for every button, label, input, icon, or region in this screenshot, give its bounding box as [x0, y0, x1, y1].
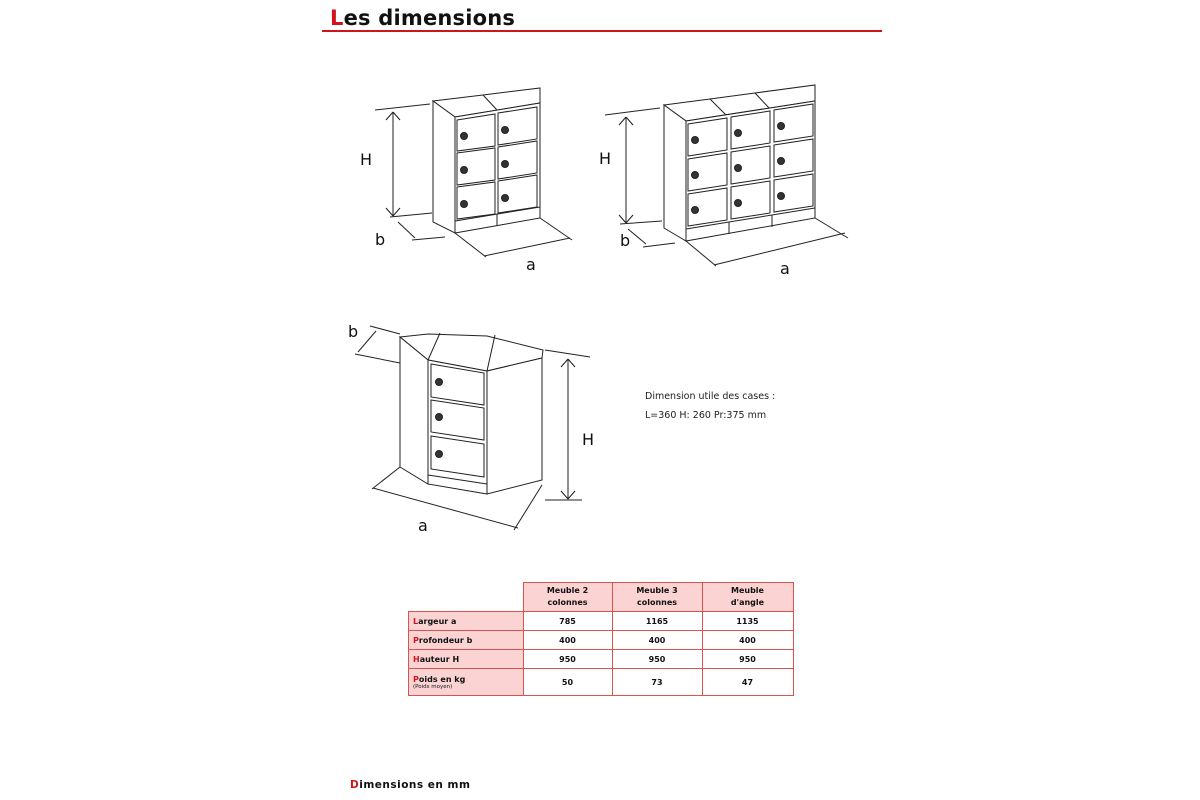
row-label-text: oids en kg: [418, 674, 466, 684]
footer-first-letter: D: [350, 779, 360, 791]
table-row: [409, 669, 794, 696]
table-cell: 73: [612, 669, 702, 696]
row-label-initial: L: [413, 616, 419, 626]
table-cell: 47: [702, 669, 793, 696]
table-cell: 950: [702, 650, 793, 669]
locker-two-width-label: a: [526, 255, 536, 274]
table-corner-cell: [409, 583, 524, 612]
locker-three-columns-drawing: [605, 85, 848, 266]
table-cell: 1135: [702, 612, 793, 631]
column-header-line: colonnes: [636, 598, 678, 607]
locker-two-depth-label: b: [375, 230, 386, 249]
footer-note: [350, 779, 470, 791]
table-header-row: [409, 583, 794, 612]
row-label-initial: P: [413, 635, 419, 645]
row-label-initial: P: [413, 674, 419, 684]
table-cell: 1165: [612, 612, 702, 631]
table-cell: 400: [702, 631, 793, 650]
row-label: [409, 650, 524, 669]
usable-dimension-values: L=360 H: 260 Pr:375 mm: [645, 410, 767, 421]
locker-corner-depth-label: b: [348, 322, 359, 341]
row-label-initial: H: [413, 654, 420, 664]
table-cell: 950: [612, 650, 702, 669]
locker-corner-width-label: a: [418, 516, 428, 535]
footer-rest: imensions en mm: [359, 779, 471, 791]
row-label-text: auteur H: [419, 654, 460, 664]
locker-three-width-label: a: [780, 259, 790, 278]
row-label-text: rofondeur b: [418, 635, 473, 645]
column-header-line: Meuble: [731, 586, 764, 595]
locker-corner-height-label: H: [582, 430, 595, 449]
title-first-letter: L: [330, 6, 344, 30]
row-label: [409, 631, 524, 650]
table-cell: 785: [523, 612, 612, 631]
table-cell: 50: [523, 669, 612, 696]
row-label: [409, 612, 524, 631]
table-cell: 950: [523, 650, 612, 669]
column-header-line: colonnes: [547, 598, 588, 607]
column-header-line: Meuble 3: [636, 586, 678, 595]
locker-three-depth-label: b: [620, 231, 631, 250]
column-header: [523, 583, 612, 612]
table-cell: 400: [612, 631, 702, 650]
row-label: [409, 669, 524, 696]
locker-two-columns-drawing: [375, 88, 572, 257]
column-header: [612, 583, 702, 612]
table-row: [409, 612, 794, 631]
locker-two-height-label: H: [360, 150, 373, 169]
dimensions-table: [408, 582, 794, 696]
table-cell: 400: [523, 631, 612, 650]
table-row: [409, 631, 794, 650]
title-rest: es dimensions: [343, 6, 516, 30]
row-label-text: argeur a: [418, 616, 457, 626]
table-row: [409, 650, 794, 669]
usable-dimension-caption: Dimension utile des cases :: [645, 391, 776, 402]
row-label-subtext: (Poids moyen): [413, 683, 453, 690]
locker-corner-drawing: [355, 326, 590, 530]
column-header-line: d'angle: [730, 598, 765, 607]
column-header-line: Meuble 2: [546, 586, 589, 595]
locker-three-height-label: H: [599, 149, 612, 168]
column-header: [702, 583, 793, 612]
